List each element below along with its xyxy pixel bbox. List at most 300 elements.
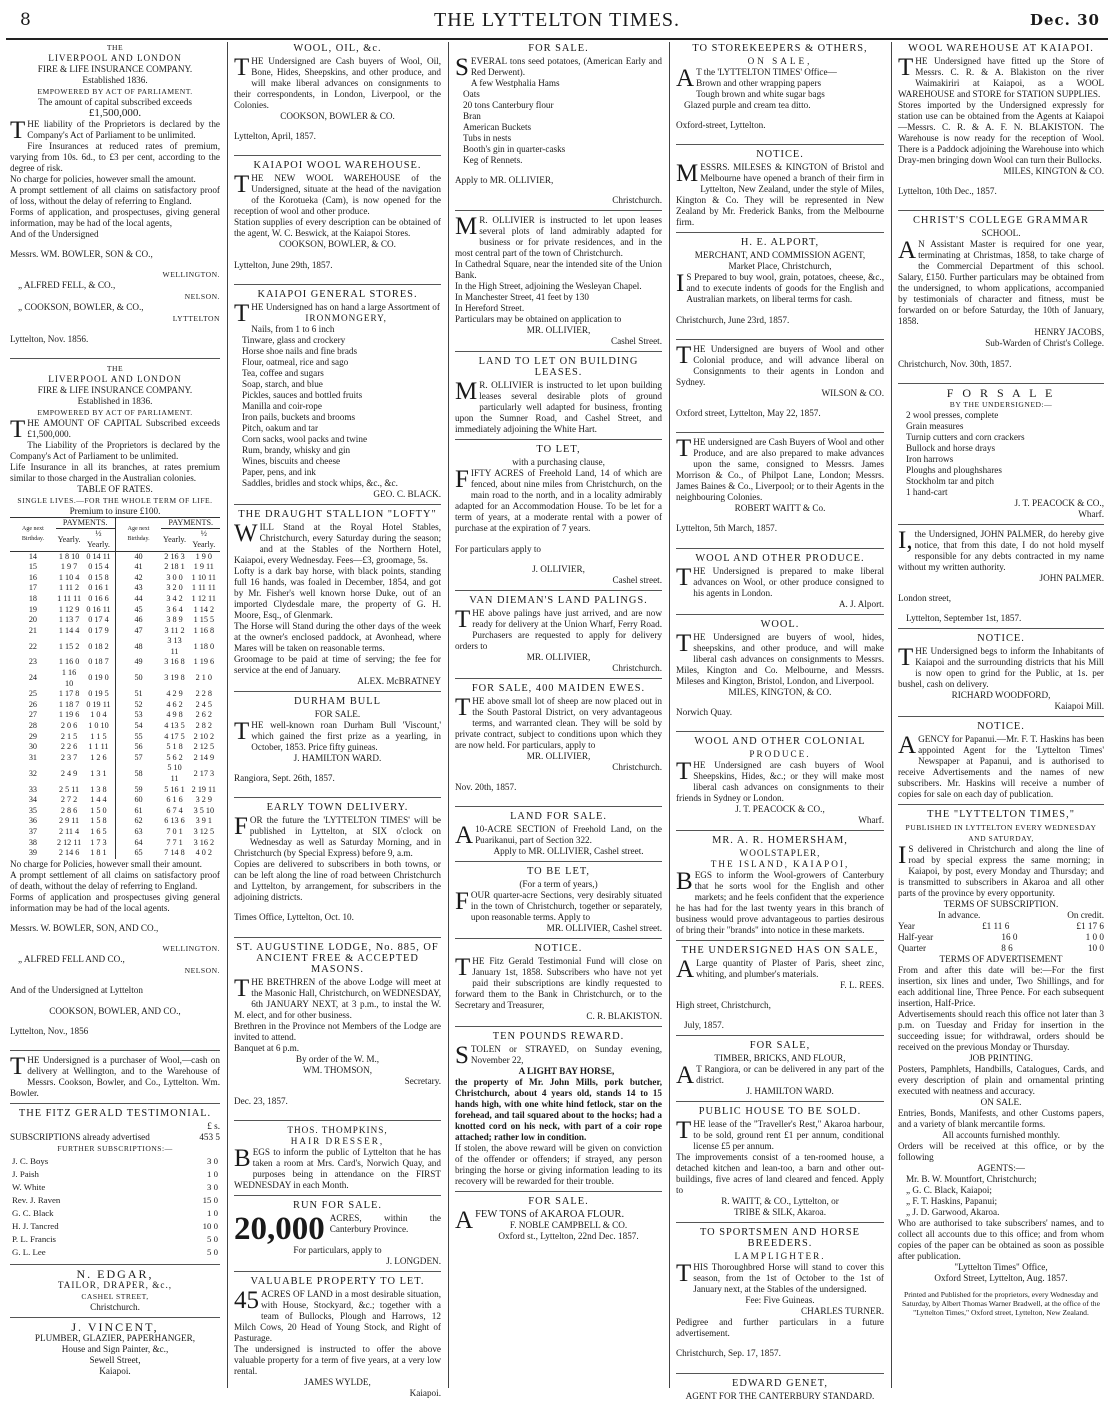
drop-cap: T <box>234 54 250 81</box>
ad-subheading: (For a term of years,) <box>519 879 598 890</box>
yearly-header: Yearly. <box>56 529 82 551</box>
ad-date: Christchurch, Nov. 30th, 1857. <box>898 358 1012 369</box>
papanui-agency-ad <box>898 721 1104 805</box>
durham-bull-ad <box>234 696 441 798</box>
rate-cell: 0 15 4 <box>88 562 109 572</box>
ad-body: HIS Thoroughbred Horse will stand to cover this season, from the 1st of October to the 1st of January next, at the Stables of the undersigned. <box>693 1262 884 1295</box>
column-4 <box>672 42 888 1401</box>
rate-cell: 6 7 4 <box>166 805 183 815</box>
ad-body: ACRES, within the Canterbury Province. <box>329 1212 441 1234</box>
ad-body: FEW TONS of AKAROA FLOUR. <box>475 1209 625 1221</box>
ad-signature: RICHARD WOODFORD, <box>951 690 1051 701</box>
ad-body: R. OLLIVIER is instructed to let upon leases several plots of land admirably adapted for business or for private residences, and in the most central part of the town of Christchurch. <box>455 215 662 259</box>
subscription-row <box>12 1247 218 1258</box>
rate-cell: 47 <box>115 626 161 637</box>
ad-body: Forms of application and prospectuses giving general information may be had of the local agents. <box>10 891 220 913</box>
rate-cell: 55 <box>115 732 161 743</box>
ad-heading: EDWARD GENET, <box>732 1377 828 1389</box>
ad-body: Particulars may be obtained on application to <box>455 314 622 325</box>
ad-subheading: JOB PRINTING. <box>969 1053 1033 1064</box>
rate-cell: 1 17 8 <box>58 689 80 699</box>
rate-cell: 2 2 8 <box>195 689 212 699</box>
subscriber-name: W. White <box>12 1181 46 1192</box>
rate-row <box>10 615 220 626</box>
ad-body: IFTY ACRES of Freehold Land, 14 of which are fenced, about nine miles from Christchurch, on the main road to the north, and in a locality admirably adapted for an Accommodation House. To be let for a term of years, at a moderate rental with a power of purchase at the expiration of 7 years. <box>455 468 662 534</box>
rate-cell: 3 5 10 <box>193 805 215 815</box>
ad-body: S Prepared to buy wool, grain, potatoes, cheese, &c., and to execute indents of goods for the English and Australian markets, on liberal terms for cash. <box>686 272 884 305</box>
drop-cap: T <box>676 1260 692 1288</box>
list-item: In Hereford Street. <box>455 303 525 314</box>
ad-line: Christchurch. <box>90 1301 140 1312</box>
reward-ad <box>455 1031 662 1192</box>
ad-date: Lyttelton, September 1st, 1857. <box>906 613 1022 624</box>
ad-line: Secretary. <box>404 1075 441 1086</box>
drop-cap: T <box>455 954 471 982</box>
ad-line: Christchurch. <box>612 195 662 206</box>
subscriber-name: H. J. Tancred <box>12 1220 59 1231</box>
rate-cell: 0 19 5 <box>88 689 109 699</box>
rate-cell: 4 0 2 <box>195 848 212 858</box>
rate-cell: 58 <box>115 763 161 784</box>
rate-cell: 16 <box>28 572 38 582</box>
rate-cell: 6 1 6 <box>166 795 183 805</box>
rate-cell: 1 5 8 <box>90 816 107 826</box>
ad-heading: WOOL WAREHOUSE AT KAIAPOI. <box>908 43 1094 54</box>
ad-body: EGS to inform the Wool-growers of Canterbury that he sorts wool for the English and other markets; and he feels confident that the experience he has had for the last twenty years in this branch of business would prove advantageous to parties desirous of bring their "brands" into notice in these markets. <box>676 869 884 935</box>
column-1 <box>6 42 224 1388</box>
ad-line: Messrs. W. BOWLER, SON, AND CO., <box>10 922 159 933</box>
ad-line: Kaiapoi. <box>99 1365 131 1376</box>
rate-cell: 0 17 4 <box>88 615 109 625</box>
palmer-notice-ad <box>898 526 1104 629</box>
list-item: Saddles, bridles and stock whips, &c., &c. <box>242 477 398 488</box>
list-item: Nails, from 1 to 6 inch <box>251 323 335 334</box>
drop-cap: A <box>898 732 917 760</box>
rate-cell: 64 <box>115 838 161 849</box>
ad-line: High street, Christchurch, <box>676 1000 771 1011</box>
printer-imprint: Printed and Published for the proprietors, every Wednesday and Saturday, by Albert Thomas Warner Bradwell, at the office of the "Lyttelton Times," Oxford street, Lyttelton, New Zealand. <box>902 1290 1100 1318</box>
rate-cell: 2 1 0 <box>195 673 212 683</box>
rate-cell: 0 19 0 <box>88 673 109 683</box>
drop-cap: F <box>455 888 469 916</box>
rate-row <box>10 763 220 784</box>
ad-signature: JAMES WYLDE, <box>304 1376 371 1387</box>
ad-heading: LIVERPOOL AND LONDON <box>48 53 182 63</box>
subscription-amount: 5 0 <box>207 1233 218 1244</box>
terms-cell: 8 6 <box>1001 943 1013 954</box>
ad-signature: GEO. C. BLACK. <box>373 488 441 499</box>
subscription-amount: 10 0 <box>202 1220 218 1231</box>
rate-cell: 3 0 0 <box>166 572 183 582</box>
list-item: Horse shoe nails and fine brads <box>242 345 358 356</box>
age-header: Age next Birthday. <box>115 517 161 551</box>
list-item: Iron harrows <box>906 453 954 464</box>
ad-date: Nov. 20th, 1857. <box>455 781 517 792</box>
rate-row <box>10 721 220 732</box>
rate-cell: 1 7 3 <box>90 837 107 847</box>
list-item: Soap, starch, and blue <box>242 378 323 389</box>
rate-cell: 1 9 0 <box>195 551 212 561</box>
ad-heading: AGENT FOR THE CANTERBURY STANDARD. <box>685 1390 875 1401</box>
ad-heading: THE "LYTTELTON TIMES," <box>927 809 1075 821</box>
ad-body: Advertisements should reach this office not later than 3 p.m. on Tuesday and Friday for insertion in the succeeding issue; for withdrawal, orders should be received on the previous Monday or Thursday. <box>898 1009 1104 1053</box>
ad-body: HE Fitz Gerald Testimonial Fund will close on January 1st, 1858. Subscribers who have not yet paid their subscriptions are kindly requested to forward them to the Bank in Christchurch, or to the Secretary and Treasurer, <box>455 956 662 1011</box>
ad-signature: TRIBE & SILK, Akaroa. <box>733 1207 827 1218</box>
drop-cap: T <box>898 644 914 672</box>
ad-body: TOLEN or STRAYED, on Sunday evening, November 22, <box>470 1044 662 1066</box>
rate-cell: 7 0 1 <box>166 826 183 836</box>
drop-cap: T <box>676 757 692 785</box>
ad-signature: Wm. Bowler. <box>10 1076 220 1098</box>
list-item: „ G. C. Black, Kaiapoi; <box>906 1185 992 1196</box>
ad-body: The Liability of the Proprietors is declared by the Company's Act of Parliament to be unlimited. <box>10 439 220 461</box>
rate-cell: 48 <box>115 636 161 657</box>
ad-date: Lyttelton, 10th Dec., 1857. <box>898 186 997 197</box>
ad-signature: MR. OLLIVIER, <box>526 750 591 761</box>
rate-cell: 3 2 0 <box>166 583 183 593</box>
ad-body: By order of the W. M., <box>295 1053 380 1064</box>
rate-cell: 1 16 8 <box>193 625 215 635</box>
ad-date: Lyttelton, June 29th, 1857. <box>234 259 333 270</box>
rate-cell: 20 <box>28 615 38 625</box>
ad-line: NELSON. <box>184 966 220 976</box>
rate-cell: 1 3 8 <box>90 784 107 794</box>
rate-cell: 2 4 9 <box>60 768 78 778</box>
ad-body: If stolen, the above reward will be given on conviction of the offender or offenders; if strayed, any person bringing the horse or giving information leading to its recovery will be rewarded for their trouble. <box>455 1143 662 1187</box>
rate-cell: 1 4 4 <box>90 795 107 805</box>
ad-line: House and Sign Painter, &c., <box>61 1343 169 1354</box>
list-item: In Cathedral Square, near the intended site of the Union Bank. <box>455 259 662 281</box>
ad-heading: LAND FOR SALE. <box>510 811 607 823</box>
rate-cell: 38 <box>28 837 38 847</box>
early-delivery-ad <box>234 802 441 937</box>
rate-cell: 0 17 9 <box>88 625 109 635</box>
rates-table <box>10 517 220 859</box>
rate-cell: 3 4 2 <box>166 593 183 603</box>
ad-signature: MILES, KINGTON & CO. <box>1003 166 1104 176</box>
ad-body: 10-ACRE SECTION of Freehold Land, on the Puarikanui, part of Section 322. <box>475 824 662 846</box>
ad-body: T Rangiora, or can be delivered in any part of the district. <box>696 1064 884 1086</box>
ad-body: T the 'LYTTELTON TIMES' Office— <box>696 67 837 77</box>
rate-row <box>10 816 220 827</box>
drop-cap: B <box>676 867 693 895</box>
ad-body: Who are authorised to take subscribers' names, and to collect all accounts due to this office; and from whom copies of the paper can be obtained as soon as possible after publication. <box>898 1218 1104 1262</box>
rate-cell: 1 14 4 <box>58 625 80 635</box>
drop-cap: I <box>898 842 907 870</box>
rate-cell: 51 <box>115 689 161 700</box>
rate-cell: 4 2 9 <box>166 689 183 699</box>
rate-cell: 5 10 11 <box>167 763 182 783</box>
drop-cap: T <box>676 1117 692 1145</box>
rate-row <box>10 742 220 753</box>
ad-signature: ROBERT WAITT & Co. <box>734 503 826 514</box>
item-list <box>234 324 441 489</box>
peacock-for-sale-ad <box>898 385 1104 525</box>
rate-cell: 52 <box>115 700 161 711</box>
ad-heading: TIMBER, BRICKS, AND FLOUR, <box>714 1053 846 1064</box>
ad-heading: THE ISLAND, KAIAPOI, <box>710 858 850 869</box>
ad-line: WELLINGTON. <box>162 944 220 954</box>
ad-body: Groomage to be paid at time of serving; the fee for service at the end of January. <box>234 653 441 675</box>
ad-signature: JOHN PALMER. <box>1039 572 1104 583</box>
column-rule <box>227 42 228 1388</box>
ad-subheading: A LIGHT BAY HORSE, <box>518 1066 615 1077</box>
terms-row <box>898 921 1104 932</box>
rate-row <box>10 636 220 657</box>
ad-line: LYTTELTON <box>172 314 220 324</box>
rate-cell: 1 14 2 <box>193 604 215 614</box>
rate-cell: 2 14 6 <box>58 848 80 858</box>
timber-sale-ad <box>676 1040 884 1102</box>
list-item: American Buckets <box>463 122 532 132</box>
rate-cell: 4 17 5 <box>164 731 185 741</box>
rate-cell: 0 18 2 <box>88 641 109 651</box>
ad-line: Established in 1836. <box>77 395 153 406</box>
list-item: Ploughs and ploughshares <box>906 464 1002 475</box>
rate-cell: 1 0 4 <box>90 710 107 720</box>
rate-cell: 2 5 11 <box>58 784 80 794</box>
rate-row <box>10 562 220 573</box>
list-item: Tea, coffee and sugars <box>242 367 324 378</box>
item-list <box>455 259 662 314</box>
rate-cell: 1 9 7 <box>60 562 78 572</box>
ad-subheading: TERMS OF ADVERTISEMENT <box>939 954 1063 965</box>
ad-date: Times Office, Lyttelton, Oct. 10. <box>234 912 354 923</box>
ad-signature: HENRY JACOBS, <box>1034 327 1104 338</box>
ad-line: £1,500,000. <box>88 107 142 119</box>
rate-cell: 2 18 1 <box>164 562 185 572</box>
ad-heading: THE DRAUGHT STALLION "LOFTY" <box>238 508 437 520</box>
ad-line: And of the Undersigned at Lyttelton <box>10 985 143 996</box>
subscription-row <box>12 1195 218 1206</box>
ad-value: 453 5 <box>199 1131 220 1142</box>
ad-body: A prompt settlement of all claims on satisfactory proof of death, without the delay of referring to England. <box>10 869 220 891</box>
ad-date: Lyttelton, Nov. 1856. <box>10 333 89 344</box>
list-item: Wines, biscuits and cheese <box>242 455 341 466</box>
ad-body: HE Undersigned has on hand a large Assortment of <box>251 301 440 312</box>
ad-body: Life Insurance in all its branches, at rates premium similar to those charged in the Australian colonies. <box>10 461 220 483</box>
rate-cell: 49 <box>115 657 161 668</box>
rate-cell: 19 <box>28 604 38 614</box>
ad-signature: COOKSON, BOWLER & CO. <box>280 111 395 121</box>
rate-row <box>10 785 220 796</box>
subscription-amount: 3 0 <box>207 1155 218 1166</box>
valuable-property-ad <box>234 1276 441 1403</box>
rate-cell: 2 12 5 <box>193 742 215 752</box>
drop-cap: A <box>455 1207 474 1235</box>
drop-cap: F <box>455 466 469 494</box>
list-item: Paper, pens, and ink <box>242 466 316 477</box>
rate-cell: 45 <box>115 605 161 616</box>
rate-cell: 30 <box>28 742 38 752</box>
subscription-amount: 5 0 <box>207 1246 218 1257</box>
rate-cell: 1 11 11 <box>57 593 82 603</box>
ad-signature: A. J. Alport. <box>838 598 884 609</box>
akaroa-flour-ad <box>455 1196 662 1246</box>
rate-cell: 3 16 8 <box>164 657 185 667</box>
ad-signature: CHARLES TURNER. <box>800 1306 884 1317</box>
ad-body: S delivered in Christchurch and along the line of road by special express the same morning; in Kaiapoi, by post, every Monday and Thursday; and is transmitted to subscribers in Akaroa and all other parts of the province by every opportunity. <box>898 844 1104 899</box>
miles-kington-notice-ad <box>676 149 884 233</box>
rate-row <box>10 838 220 849</box>
terms-cell: 10 0 <box>1087 943 1104 954</box>
ad-body: EVERAL tons seed potatoes, (American Early and Red Derwent). <box>470 56 662 77</box>
rate-cell: 32 <box>28 768 38 778</box>
rate-cell: 1 1 11 <box>88 742 109 752</box>
ad-line: „ ALFRED FELL AND CO., <box>18 954 125 965</box>
ad-heading: PUBLIC HOUSE TO BE SOLD. <box>698 1106 862 1118</box>
subscription-row <box>12 1156 218 1167</box>
rate-cell: 7 7 1 <box>166 837 183 847</box>
ad-heading: HAIR DRESSER, <box>290 1135 385 1146</box>
ad-date: July, 1857. <box>684 1020 724 1031</box>
terms-cell: Half-year <box>898 932 934 943</box>
drop-cap: A <box>676 955 695 983</box>
rate-cell: 1 15 5 <box>193 615 215 625</box>
ad-heading: MR. A. R. HOMERSHAM, <box>712 834 848 846</box>
ad-signature: J. T. PEACOCK & CO., <box>1014 497 1104 508</box>
ad-signature: R. WAITT, & CO., Lyttelton, or <box>721 1196 839 1207</box>
ad-line: Fee: Five Guineas. <box>745 1295 815 1306</box>
agents-list <box>898 1174 1104 1218</box>
rate-cell: 40 <box>115 551 161 562</box>
list-item: Grain measures <box>906 420 964 431</box>
rate-cell: 1 16 10 <box>61 668 77 688</box>
drop-cap: T <box>898 54 914 81</box>
wilson-wool-ad <box>676 341 884 433</box>
ad-signature: F. NOBLE CAMPBELL & CO. <box>509 1220 628 1231</box>
subscription-amount: 1 0 <box>207 1168 218 1179</box>
ad-body: No charge for policies, however small the amount. <box>10 174 196 184</box>
genet-agent-ad <box>676 1378 884 1406</box>
ad-subheading: BY THE UNDERSIGNED:— <box>949 399 1053 409</box>
masonic-lodge-ad <box>234 942 441 1121</box>
ad-heading: FOR SALE. <box>528 43 589 54</box>
rate-cell: 44 <box>115 594 161 605</box>
rate-cell: 33 <box>28 784 38 794</box>
rate-cell: 31 <box>28 752 38 762</box>
ad-heading: FOR SALE. <box>528 1196 589 1208</box>
rate-cell: 43 <box>115 583 161 594</box>
rate-cell: 1 11 11 <box>191 583 216 593</box>
ad-date: Dec. 23, 1857. <box>234 1095 288 1106</box>
rate-cell: 0 14 11 <box>86 551 111 561</box>
ad-body: the Undersigned, JOHN PALMER, do hereby give notice, that from this date, I do not hold myself responsible for any debts contracted in my name without my written authority. <box>898 528 1104 572</box>
ad-line: "Lyttelton Times" Office, <box>954 1262 1048 1273</box>
list-item: „ J. D. Garwood, Akaroa. <box>906 1207 1000 1218</box>
ad-date: Lyttelton, 5th March, 1857. <box>676 523 778 534</box>
rate-cell: 3 9 1 <box>195 816 212 826</box>
page-number: 8 <box>20 10 31 30</box>
for-sale-potatoes-ad <box>455 43 662 211</box>
ad-body: HE BRETHREN of the above Lodge will meet at the Masonic Hall, Christchurch, on WEDNESDAY, 6th JANUARY NEXT, at 3 p.m., to instal the W. M. elect, and for other business. <box>234 976 441 1020</box>
ad-heading: LAMPLIGHTER. <box>734 1251 826 1262</box>
ad-heading: DURHAM BULL <box>294 695 381 707</box>
rate-cell: 2 4 5 <box>195 699 212 709</box>
list-item: Oats <box>463 89 480 99</box>
ad-body: N Assistant Master is required for one year, terminating at Christmas, 1858, to take charge of the Commercial Department of this school. Salary, £150. Further particulars may be obtained from the undersigned, to whom applications, accompanied by testimonials of character and fitness, must be forwarded on or before Saturday, the 10th of January, 1858. <box>898 239 1104 327</box>
ad-heading: F O R S A L E <box>946 385 1056 400</box>
alport-produce-ad <box>676 553 884 615</box>
ad-date: Oxford street, Lyttelton, May 22, 1857. <box>676 407 821 418</box>
subscription-amount: 1 0 <box>207 1207 218 1218</box>
rate-cell: 7 14 8 <box>164 848 185 858</box>
subscription-amount: 15 0 <box>202 1194 218 1205</box>
ad-line: Messrs. WM. BOWLER, SON & CO., <box>10 249 153 260</box>
ad-heading: TO SPORTSMEN AND HORSE BREEDERS. <box>699 1227 861 1250</box>
ad-body: The undersigned is instructed to offer the above valuable property for a term of five years, at a very low rental. <box>234 1343 441 1376</box>
rate-cell: 65 <box>115 848 161 859</box>
ad-body: HE Undersigned are buyers of Wool and other Colonial produce, and will advance liberal on Consignments to their agents in London and Sydney. <box>676 343 884 387</box>
list-item: In Manchester Street, 41 feet by 130 <box>455 292 589 303</box>
rate-cell: 63 <box>115 827 161 838</box>
ad-heading: TEN POUNDS REWARD. <box>492 1031 625 1043</box>
ad-heading: NOTICE. <box>756 149 804 161</box>
subscription-terms <box>898 921 1104 954</box>
ad-body: HE Undersigned are buyers of wool, hides, sheepskins, and other produce, and will make liberal cash advances on consignments to Messrs. Miles, Kington and Co. Melbourne, and Messrs. Mileses and Kington, Bristol, London, and Liverpool. <box>676 631 884 686</box>
ad-heading: TO BE LET, <box>526 866 590 878</box>
rate-cell: 1 16 0 <box>58 657 80 667</box>
list-item: A few Westphalia Hams <box>470 78 560 88</box>
rate-cell: 2 17 3 <box>193 768 215 778</box>
ad-heading: PLUMBER, GLAZIER, PAPERHANGER, <box>34 1332 196 1343</box>
ad-body: Banquet at 6 p.m. <box>234 1042 300 1053</box>
drop-cap: 45 <box>234 1286 259 1314</box>
drop-cap: A <box>455 822 474 850</box>
drop-cap: T <box>234 299 250 327</box>
terms-cell: £1 11 6 <box>982 921 1010 932</box>
ad-line: Christchurch. <box>612 662 662 673</box>
liverpool-life-ad <box>10 363 220 1051</box>
ad-body: GENCY for Papanui.—Mr. F. T. Haskins has been appointed Agent for the 'Lyttelton Times' Newspaper at Papanui, and is authorised to receive Advertisements and the names of new subscribers. Mr. Haskins will receive a number of copies for sale on each day of publication. <box>898 734 1104 800</box>
drop-cap: T <box>676 341 692 369</box>
subscription-row <box>12 1182 218 1193</box>
rate-cell: 2 19 11 <box>191 784 216 794</box>
rate-cell: 17 <box>28 583 38 593</box>
ad-heading: LIVERPOOL AND LONDON <box>48 373 182 384</box>
drop-cap: T <box>10 117 26 144</box>
ad-body: No charge for Policies, however small their amount. <box>10 858 202 869</box>
ad-body: Lofty is a dark bay horse, with black points, standing full 16 hands, was foaled in December, 1854, and got by Mr. Fisher's well known horse Duke, out of an imported Clydesdale mare, the property of G. H. Moore, Esq., of Glenmark. <box>234 565 441 620</box>
ad-body: Entries, Bonds, Manifests, and other Customs papers, and a variety of blank mercantile forms. <box>898 1108 1104 1130</box>
terms-cell: Year <box>898 921 915 932</box>
rate-cell: 5 16 1 <box>164 784 185 794</box>
ad-heading: FOR SALE, 400 MAIDEN EWES. <box>471 682 646 694</box>
column-3 <box>451 42 666 1388</box>
drop-cap: T <box>455 605 471 633</box>
to-be-let-ad <box>455 866 662 939</box>
ad-line: Oxford-street, Lyttelton. <box>676 120 766 131</box>
ad-signature: J. OLLIVIER, <box>532 563 585 574</box>
rate-cell: 1 12 9 <box>58 604 80 614</box>
ad-body: The improvements consist of a ten-roomed house, a detached kitchen and lean-too, a barn and other out-buildings, five acres of land cleared and fenced. Apply to <box>676 1152 884 1196</box>
rate-cell: 23 <box>28 657 38 667</box>
ad-line: Sewell Street, <box>89 1354 141 1365</box>
rate-cell: 22 <box>28 641 38 651</box>
rate-cell: 53 <box>115 710 161 721</box>
ad-body: Fire Insurances at reduced rates of premium, varying from 10s. 6d., to £3 per cent, according to the degree of risk. <box>10 141 220 173</box>
rate-cell: 2 3 7 <box>60 752 78 762</box>
column-rule <box>891 42 892 1388</box>
rate-row <box>10 710 220 721</box>
ad-heading: WOOL. <box>760 618 800 630</box>
ad-line: Cashel Street. <box>610 336 662 347</box>
ad-line: „ COOKSON, BOWLER, & CO., <box>18 302 144 313</box>
rate-cell: 3 2 9 <box>195 795 212 805</box>
rate-cell: 1 12 11 <box>191 593 216 603</box>
ad-body: Large quantity of Plaster of Paris, sheet zinc, whiting, and plumber's materials. <box>696 957 884 979</box>
ad-signature: J. T. PEACOCK & CO., <box>735 803 825 814</box>
